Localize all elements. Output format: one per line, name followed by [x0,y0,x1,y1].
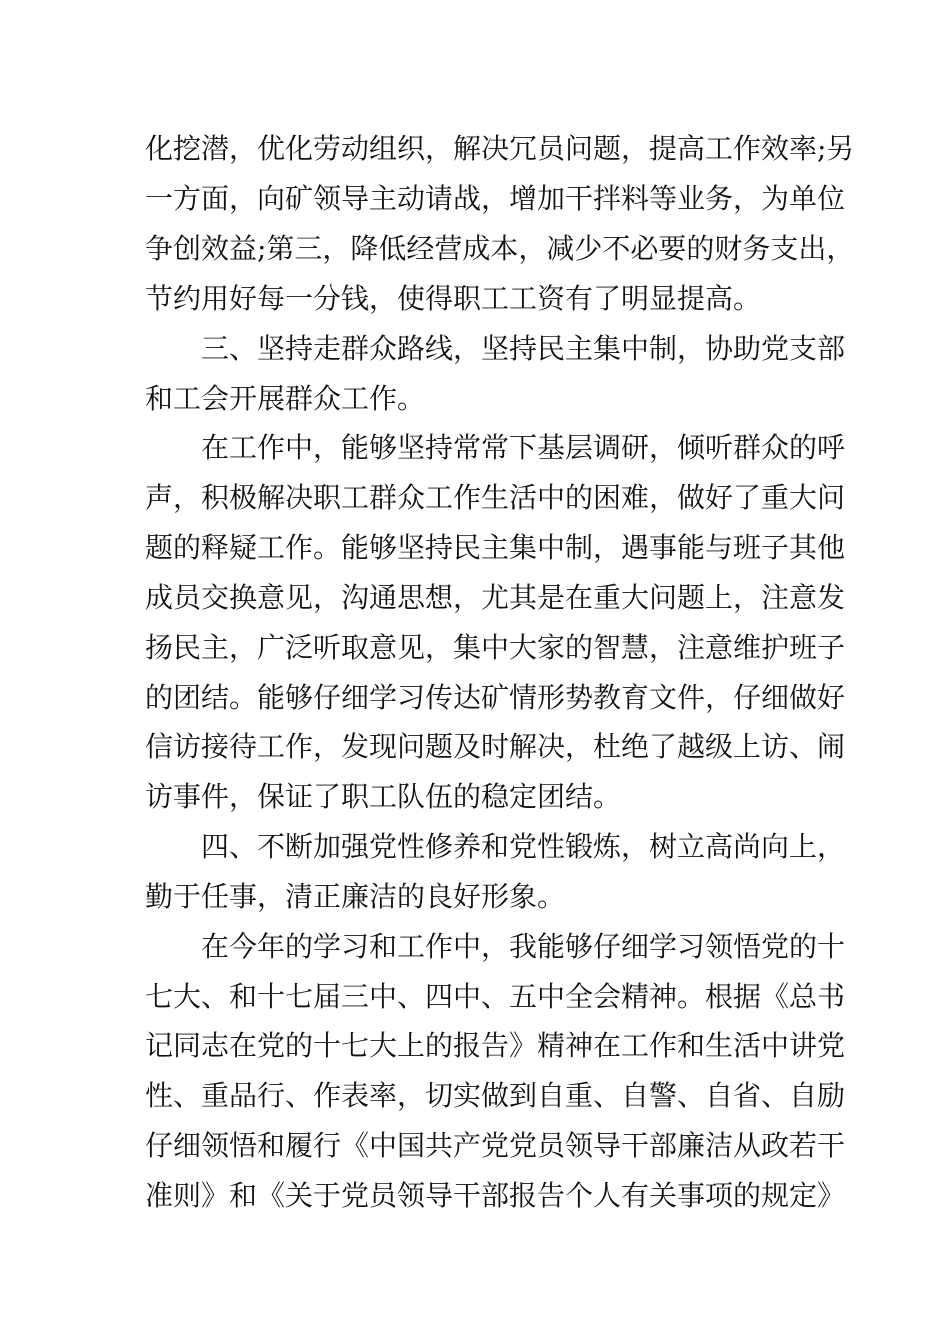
text-line: 性、重品行、作表率，切实做到自重、自警、自省、自励 [145,1079,846,1112]
section-heading-line: 勤于任事，清正廉洁的良好形象。 [145,880,566,913]
text-line: 的团结。能够仔细学习传达矿情形势教育文件，仔细做好 [145,681,846,714]
text-line: 仔细领悟和履行《中国共产党党员领导干部廉洁从政若干 [145,1129,846,1162]
text-line: 在工作中，能够坚持常常下基层调研，倾听群众的呼 [201,431,846,464]
section-heading-line: 和工会开展群众工作。 [145,382,426,415]
section-heading-line: 四、不断加强党性修养和党性锻炼，树立高尚向上， [201,830,846,863]
text-line: 节约用好每一分钱，使得职工工资有了明显提高。 [145,282,762,315]
text-line: 扬民主，广泛听取意见，集中大家的智慧，注意维护班子 [145,631,846,664]
text-line: 化挖潜，优化劳动组织，解决冗员问题，提高工作效率;另 [145,132,855,165]
section-heading-line: 三、坚持走群众路线，坚持民主集中制，协助党支部 [201,332,846,365]
text-line: 在今年的学习和工作中，我能够仔细学习领悟党的十 [201,930,846,963]
text-line: 准则》和《关于党员领导干部报告个人有关事项的规定》 [145,1179,846,1212]
text-line: 访事件，保证了职工队伍的稳定团结。 [145,780,622,813]
text-line: 成员交换意见，沟通思想，尤其是在重大问题上，注意发 [145,581,846,614]
text-line: 题的释疑工作。能够坚持民主集中制，遇事能与班子其他 [145,531,846,564]
text-line: 一方面，向矿领导主动请战，增加干拌料等业务，为单位 [145,182,846,215]
text-line: 声，积极解决职工群众工作生活中的困难，做好了重大问 [145,481,846,514]
text-line: 争创效益;第三，降低经营成本，减少不必要的财务支出， [145,232,855,265]
text-line: 信访接待工作，发现问题及时解决，杜绝了越级上访、闹 [145,730,846,763]
text-line: 记同志在党的十七大上的报告》精神在工作和生活中讲党 [145,1029,846,1062]
text-line: 七大、和十七届三中、四中、五中全会精神。根据《总书 [145,980,846,1013]
